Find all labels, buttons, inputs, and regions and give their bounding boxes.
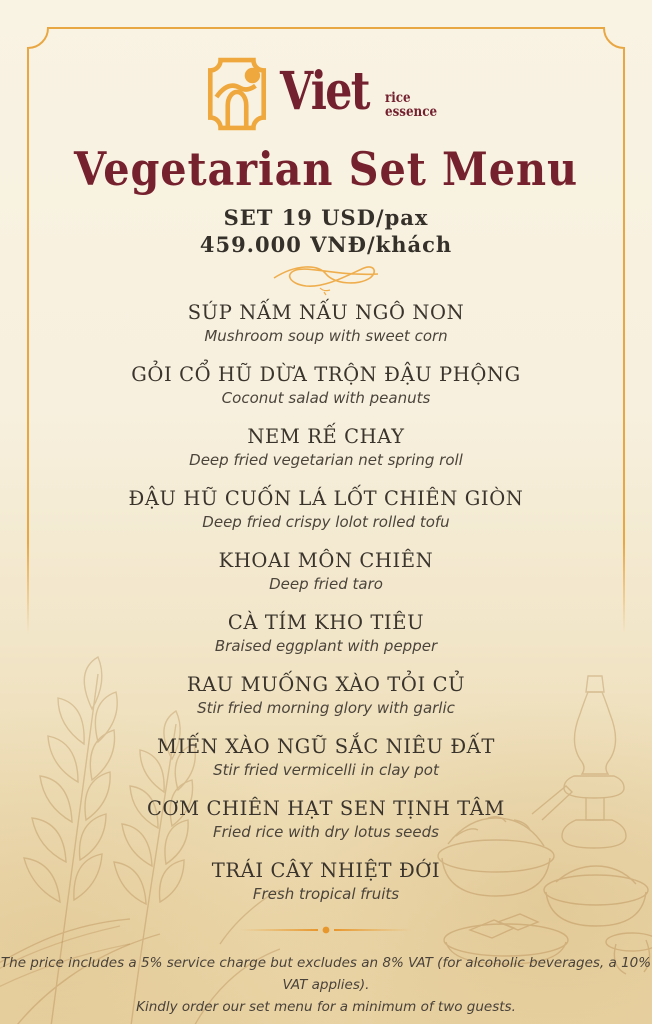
gate-emblem-icon: [206, 56, 268, 132]
menu-item: [0, 424, 652, 486]
menu-item-description: Braised eggplant with pepper: [214, 637, 438, 655]
menu-item-description: Deep fried vegetarian net spring roll: [189, 451, 463, 469]
menu-item: [0, 300, 652, 362]
menu-item-name: ĐẬU HŨ CUỐN LÁ LỐT CHIÊN GIÒN: [128, 487, 524, 510]
menu-item-description: Deep fried taro: [269, 575, 383, 593]
menu-item-name: TRÁI CÂY NHIỆT ĐỚI: [211, 859, 441, 882]
price-vnd: 459.000 VNĐ/khách: [199, 232, 453, 257]
menu-item: [0, 858, 652, 920]
footer-divider: [0, 922, 652, 938]
menu-items: [0, 300, 652, 920]
menu-item-name: RAU MUỐNG XÀO TỎI CỦ: [186, 673, 466, 696]
footer-note-line2: Kindly order our set menu for a minimum of two guests.: [136, 999, 516, 1015]
sun-dot: [245, 68, 260, 83]
menu-item-description: Deep fried crispy lolot rolled tofu: [202, 513, 450, 531]
menu-item-name: MIẾN XÀO NGŨ SẮC NIÊU ĐẤT: [157, 735, 495, 758]
menu-item-name: NEM RẾ CHAY: [247, 425, 405, 448]
menu-item: [0, 672, 652, 734]
flourish-icon: [266, 262, 386, 296]
menu-item-name: CƠM CHIÊN HẠT SEN TỊNH TÂM: [147, 797, 505, 820]
menu-item: [0, 362, 652, 424]
menu-item-description: Coconut salad with peanuts: [221, 389, 431, 407]
menu-item: [0, 796, 652, 858]
menu-item-description: Stir fried morning glory with garlic: [197, 699, 455, 717]
brand-tagline-line2: essence: [384, 104, 437, 120]
brand-logo: [0, 0, 652, 132]
brand-name: Viet: [280, 61, 370, 122]
footer-note: [0, 952, 652, 1018]
price-block: [0, 204, 652, 258]
menu-item-name: CÀ TÍM KHO TIÊU: [227, 611, 425, 634]
menu-item-name: KHOAI MÔN CHIÊN: [218, 549, 434, 572]
price-usd: SET 19 USD/pax: [223, 205, 429, 230]
menu-item: [0, 486, 652, 548]
menu-title: Vegetarian Set Menu: [73, 142, 579, 196]
menu-item: [0, 610, 652, 672]
flourish-ornament: [0, 262, 652, 296]
brand-wordmark: [280, 61, 446, 122]
menu-item: [0, 548, 652, 610]
menu-item: [0, 734, 652, 796]
menu-item-description: Fresh tropical fruits: [252, 885, 400, 903]
menu-item-description: Fried rice with dry lotus seeds: [213, 823, 439, 841]
menu-item-name: GỎI CỔ HŨ DỪA TRỘN ĐẬU PHỘNG: [131, 363, 521, 386]
menu-item-description: Mushroom soup with sweet corn: [204, 327, 448, 345]
menu-item-description: Stir fried vermicelli in clay pot: [213, 761, 439, 779]
menu-item-name: SÚP NẤM NẤU NGÔ NON: [187, 301, 465, 324]
brand-tagline-line1: rice: [384, 90, 411, 106]
footer-note-line1: The price includes a 5% service charge but excludes an 8% VAT (for alcoholic beverages, a 10% VAT applies).: [0, 955, 652, 993]
brand-tagline: [385, 91, 437, 119]
footer-divider-icon: [236, 923, 416, 937]
